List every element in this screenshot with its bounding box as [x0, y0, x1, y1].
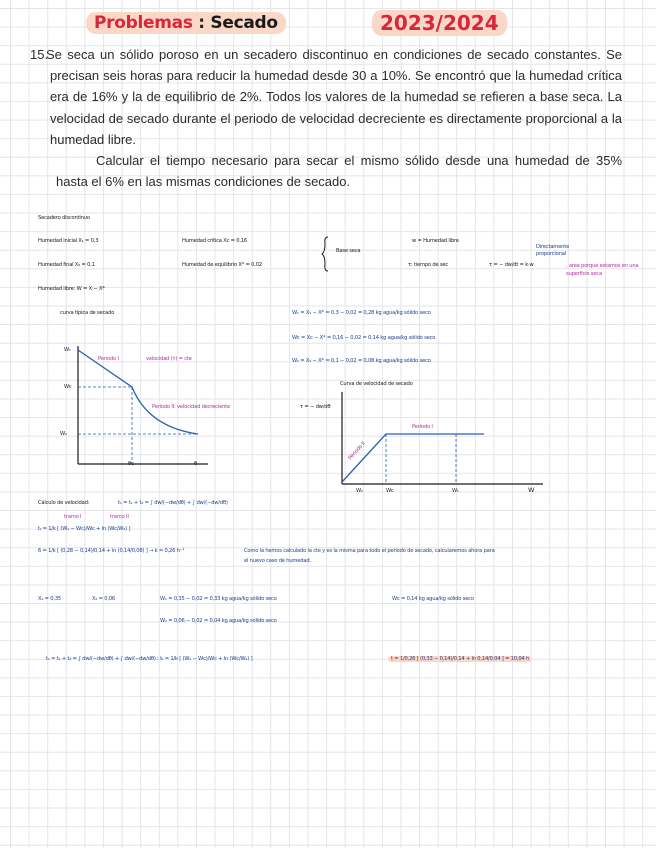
como-note: Como la hemos calculado la cte y es la misma para todo el periodo de secado, calcularemos ahora para [244, 548, 495, 554]
section-title: Secadero discontinuo [38, 215, 90, 221]
given-critical-moisture: Humedad crítica Xc = 0,16 [182, 238, 248, 244]
rate-equation: τ = − dw/dt = k·w [489, 262, 534, 268]
graph-tc-label: θc [128, 461, 134, 467]
graph-t-label: θ [194, 461, 197, 467]
problem-number: 15. [30, 47, 49, 62]
drying-time-def: τ: tiempo de sec [408, 262, 449, 268]
nuevo-caso-note: el nuevo caso de humedad. [244, 558, 311, 564]
page-title [86, 12, 286, 34]
same-surface-note: , area porque estamos en una superficie seca [566, 263, 639, 277]
new-initial-moisture: X₁ = 0,35 [38, 596, 62, 602]
base-seca-label: Base seca [336, 248, 361, 254]
tramo1-label: tramo I [64, 514, 82, 520]
graph-w1-label: W₁ [64, 347, 71, 353]
time-integral: t₁ = t₁ + t₂ = ∫ dw/(−dw/dθ) + ∫ dw/(−dw/dθ) [118, 500, 228, 506]
k-calculation: 6 = 1/k [ (0,28 − 0,14)/0,14 + ln (0,14/0,08) ] → k = 0,26 h⁻¹ [38, 548, 185, 554]
brace-icon [322, 236, 334, 272]
w2-calculation: W₂ = X₂ − X* = 0,1 − 0,02 = 0,08 kg agua/kg sólido seco [292, 358, 431, 364]
new-w2-calculation: W₂ = 0,06 − 0,02 = 0,04 kg agua/kg sólido seco [160, 618, 277, 624]
graph-wc-label: Wc [64, 384, 72, 390]
problem-paragraph-2: Calcular el tiempo necesario para secar el mismo sólido desde una humedad de 35% hasta el 6% en las mismas condiciones de secado. [56, 153, 622, 190]
tramo2-label: tramo II [110, 514, 129, 520]
problem-paragraph-1: Se seca un sólido poroso en un secadero discontinuo en condiciones de secado constantes. Se precisan seis horas para reducir la humedad desde 30 a 10%. Se encontró que la humedad crítica era de 16% y la de equilibrio de 2%. Todos los valores de la humedad se refieren a base seca. La velocidad de secado durante el periodo de velocidad decreciente es directamente proporcional a la humedad libre. [46, 47, 622, 147]
new-wc-value: Wc = 0,14 kg agua/kg sólido seco [392, 596, 474, 602]
given-final-moisture: Humedad final X₂ = 0,1 [38, 262, 95, 268]
given-equilibrium-moisture: Humedad de equilibrio X* = 0,02 [182, 262, 262, 268]
academic-year: 2023/2024 [372, 10, 507, 36]
rate-axis-label: τ = − dw/dθ [300, 404, 331, 410]
new-w1-calculation: W₁ = 0,35 − 0,02 = 0,33 kg agua/kg sólido seco [160, 596, 277, 602]
rate-period2-label: Periodo II [347, 440, 367, 462]
total-time-formula: tₜ = 1/k [ (W₁ − Wc)/Wc + ln (Wc/W₂) ] [38, 526, 131, 532]
problem-statement [30, 44, 622, 192]
rate-curve-title: Curva de velocidad de secado [340, 381, 413, 387]
title-separator: : [198, 13, 205, 33]
w1-calculation: W₁ = X₁ − X* = 0,3 − 0,02 = 0,28 kg agua/kg sólido seco [292, 310, 431, 316]
rate-w-axis-label: W [528, 486, 535, 494]
rate-period1-label: Periodo I [412, 424, 433, 430]
new-final-moisture: X₂ = 0,06 [92, 596, 116, 602]
subject-text: Secado [210, 13, 278, 33]
rate-w1-label: W₁ [452, 488, 459, 494]
period2-label: Periodo II: velocidad decreciente [152, 404, 230, 410]
typical-curve-title: curva típica de secado [60, 310, 115, 316]
calculation-title: Cálculo de velocidad: [38, 500, 90, 506]
given-initial-moisture: Humedad inicial X₁ = 0,3 [38, 238, 99, 244]
free-moisture-def: w = Humedad libre [412, 238, 459, 244]
free-moisture-formula: Humedad libre: W = X − X* [38, 286, 105, 292]
rate-w2-label: W₂ [356, 488, 363, 494]
period1-label: Periodo I [98, 356, 119, 362]
final-time-equation: t₁ = t₁ + t₂ = ∫ dw/(−dw/dθ) + ∫ dw/(−dw/dθ) ; tₜ = 1/k [ (W₁ − Wc)/Wc + ln (Wc/W₂) ] [46, 656, 253, 662]
rate-curve-graph [338, 388, 548, 488]
constant-rate-label: velocidad (τ) = cte [146, 356, 192, 362]
proportional-note: Directamente proporcional [536, 244, 570, 257]
rate-wc-label: Wc [386, 488, 394, 494]
final-result: t = 1/0,26 [ (0,33 − 0,14)/0,14 + ln 0,14/0,04 ] = 10,04 h [388, 656, 532, 662]
wc-calculation: Wc = Xc − X* = 0,16 − 0,02 = 0,14 kg agua/kg sólido seco [292, 335, 436, 341]
graph-w2-label: W₂ [60, 431, 67, 437]
title-text: Problemas [94, 13, 193, 33]
